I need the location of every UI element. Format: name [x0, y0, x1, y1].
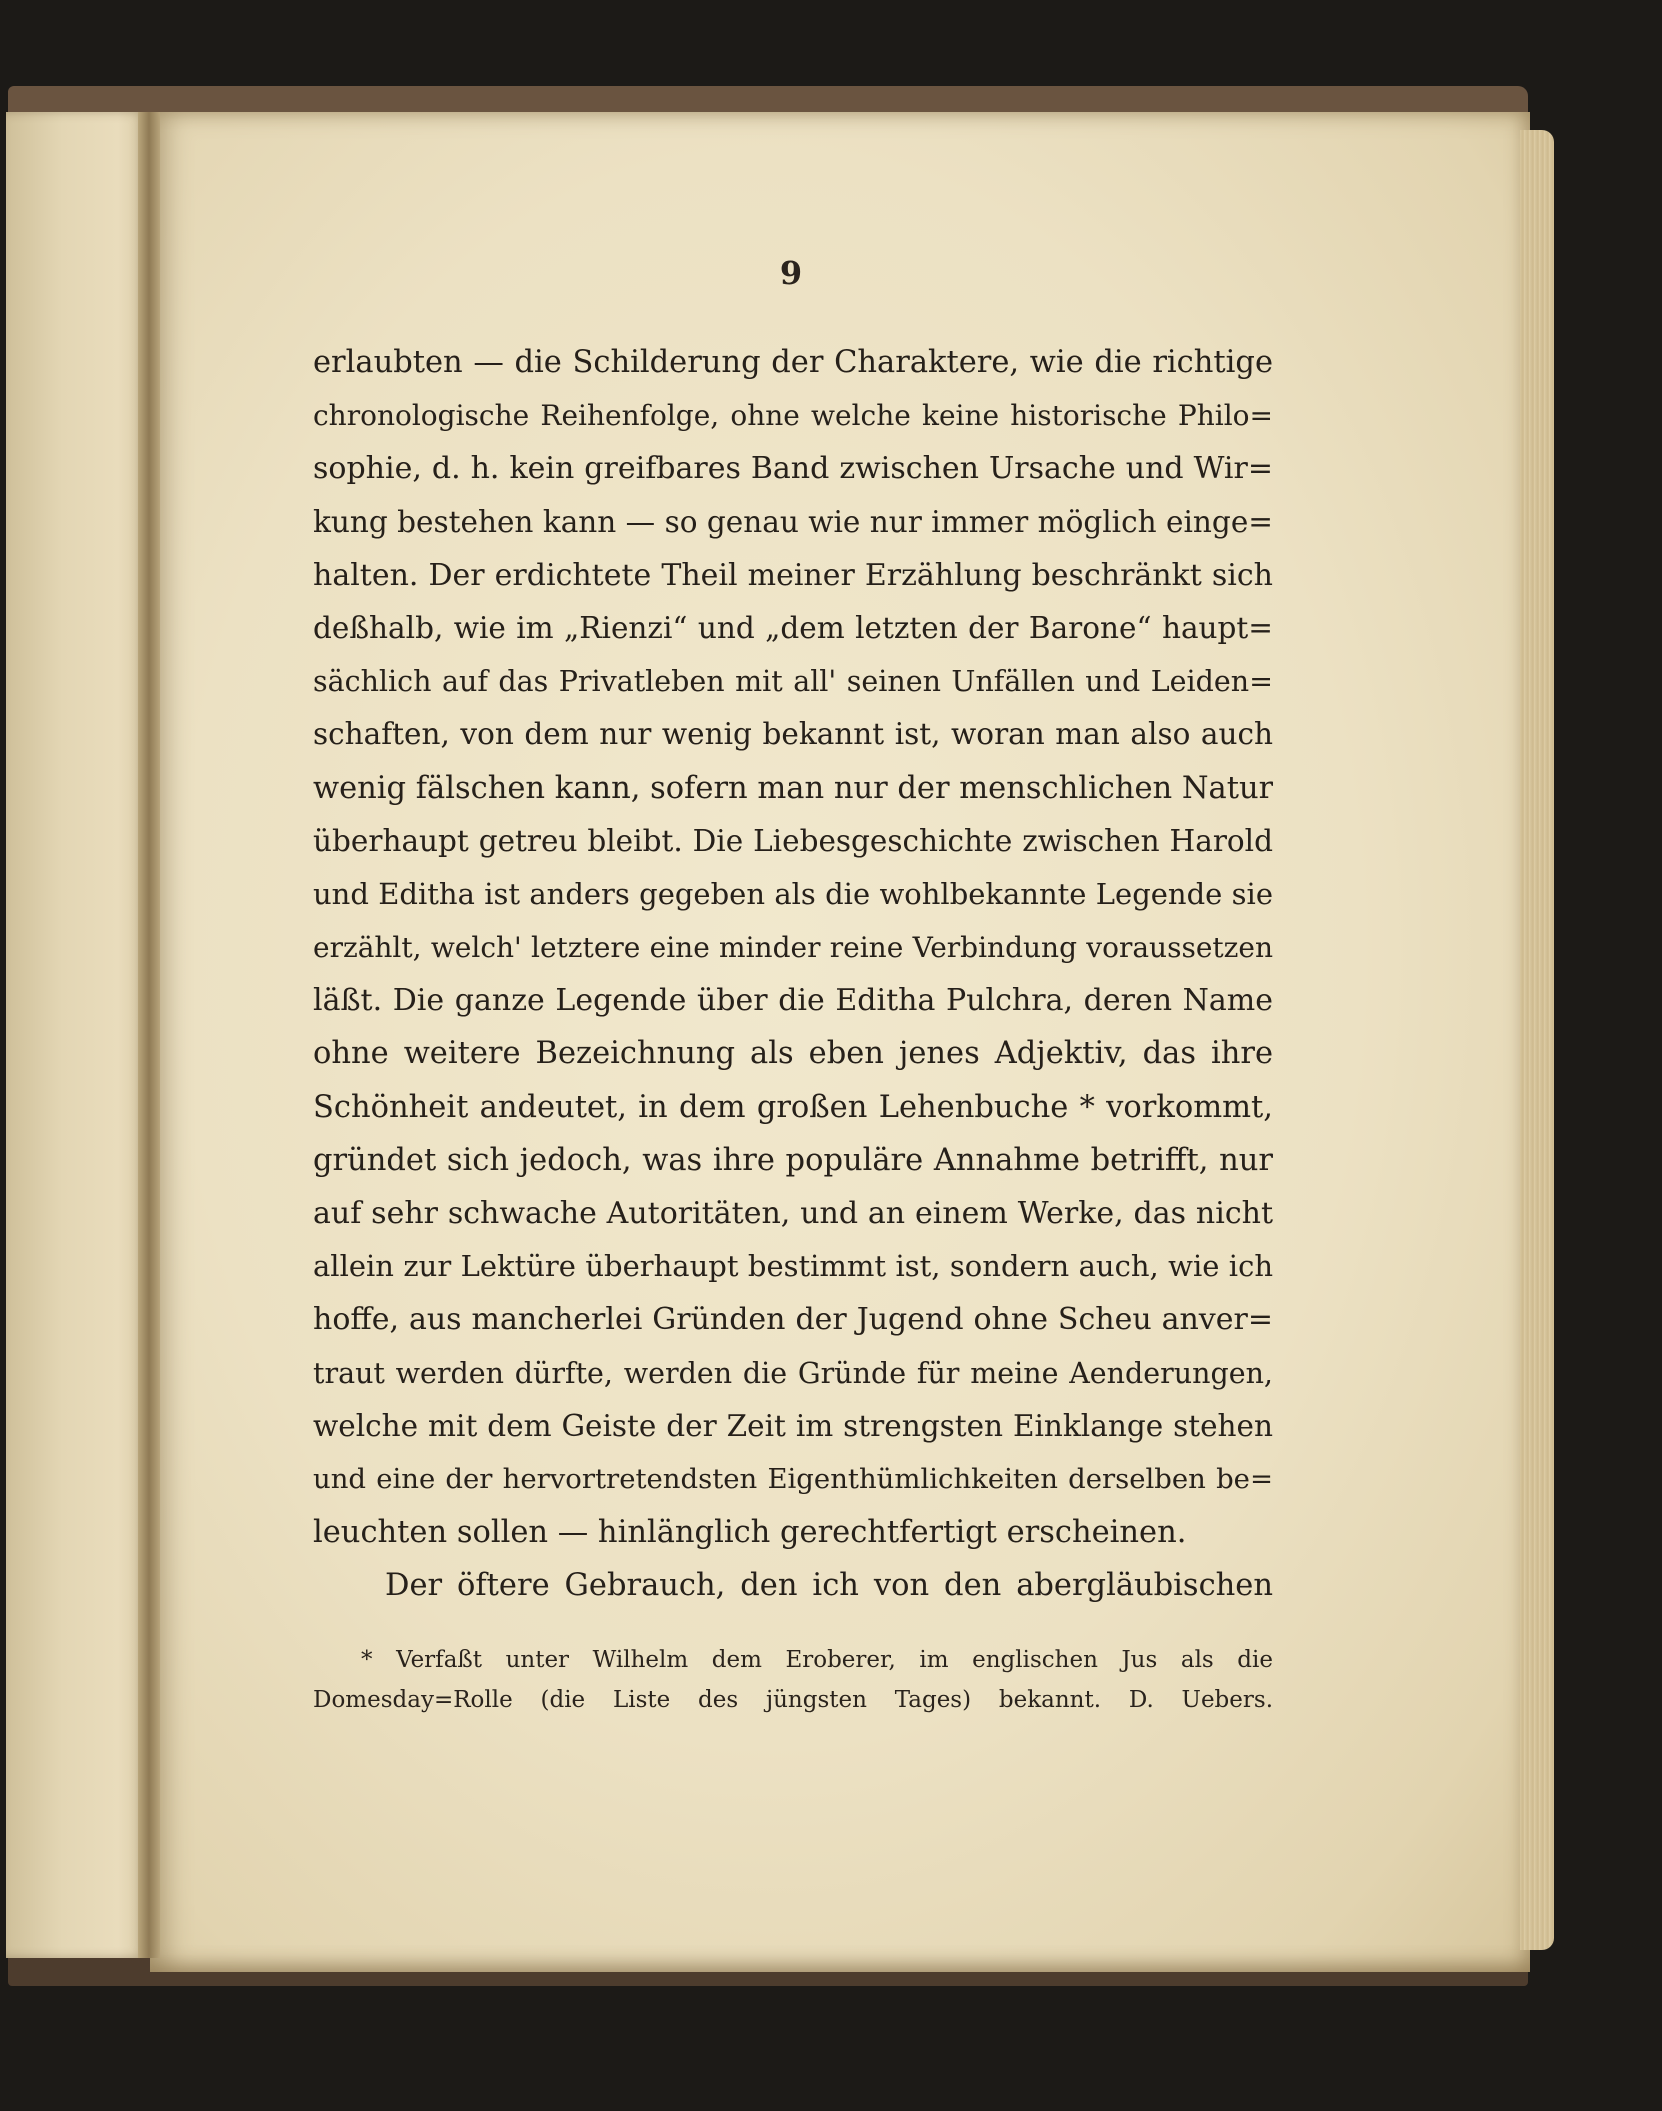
text-line: traut werden dürfte, werden die Gründe für meine Aenderungen, — [313, 1356, 1273, 1390]
text-line: schaften, von dem nur wenig bekannt ist, woran man also auch — [313, 717, 1273, 752]
footnote-line: Domesday=Rolle (die Liste des jüngsten Tages) bekannt. D. Uebers. — [313, 1687, 1273, 1713]
text-line: welche mit dem Geiste der Zeit im strengsten Einklange stehen — [313, 1408, 1273, 1443]
text-line: erzählt, welch' letztere eine minder reine Verbindung voraussetzen — [313, 931, 1273, 965]
text-line: erlaubten — die Schilderung der Charaktere, wie die richtige — [313, 345, 1273, 380]
text-line: gründet sich jedoch, was ihre populäre Annahme betrifft, nur — [313, 1142, 1273, 1178]
previous-page-strip — [6, 112, 146, 1958]
text-line: sophie, d. h. kein greifbares Band zwischen Ursache und Wir= — [313, 451, 1273, 487]
page-stack-edge — [1520, 130, 1554, 1950]
text-line: Schönheit andeutet, in dem großen Lehenbuche * vorkommt, — [313, 1089, 1273, 1125]
text-line: sächlich auf das Privatleben mit all' seinen Unfällen und Leiden= — [313, 665, 1273, 699]
text-line: läßt. Die ganze Legende über die Editha Pulchra, deren Name — [313, 983, 1273, 1019]
book-gutter — [138, 112, 160, 1958]
text-line: chronologische Reihenfolge, ohne welche keine historische Philo= — [313, 399, 1273, 433]
text-line: Der öftere Gebrauch, den ich von den abergläubischen — [385, 1568, 1273, 1604]
text-line: überhaupt getreu bleibt. Die Liebesgeschichte zwischen Harold — [313, 823, 1273, 858]
text-line: leuchten sollen — hinlänglich gerechtfertigt erscheinen. — [313, 1515, 1187, 1551]
text-line: halten. Der erdichtete Theil meiner Erzählung beschränkt sich — [313, 557, 1273, 593]
footnote — [313, 1640, 1273, 1720]
text-line: allein zur Lektüre überhaupt bestimmt ist, sondern auch, wie ich — [313, 1249, 1273, 1284]
text-line: und eine der hervortretendsten Eigenthümlichkeiten derselben be= — [313, 1462, 1273, 1495]
page-number: 9 — [779, 254, 803, 292]
text-line: und Editha ist anders gegeben als die wohlbekannte Legende sie — [313, 876, 1273, 911]
text-line: wenig fälschen kann, sofern man nur der menschlichen Natur — [313, 770, 1273, 806]
body-text — [313, 336, 1273, 1613]
footnote-line: * Verfaßt unter Wilhelm dem Eroberer, im englischen Jus als die — [361, 1647, 1273, 1673]
text-line: ohne weitere Bezeichnung als eben jenes Adjektiv, das ihre — [313, 1036, 1273, 1072]
text-line: auf sehr schwache Autoritäten, und an einem Werke, das nicht — [313, 1196, 1273, 1231]
text-line: kung bestehen kann — so genau wie nur immer möglich einge= — [313, 504, 1273, 539]
text-line: deßhalb, wie im „Rienzi“ und „dem letzten der Barone“ haupt= — [313, 610, 1273, 645]
text-line: hoffe, aus mancherlei Gründen der Jugend ohne Scheu anver= — [313, 1302, 1273, 1338]
